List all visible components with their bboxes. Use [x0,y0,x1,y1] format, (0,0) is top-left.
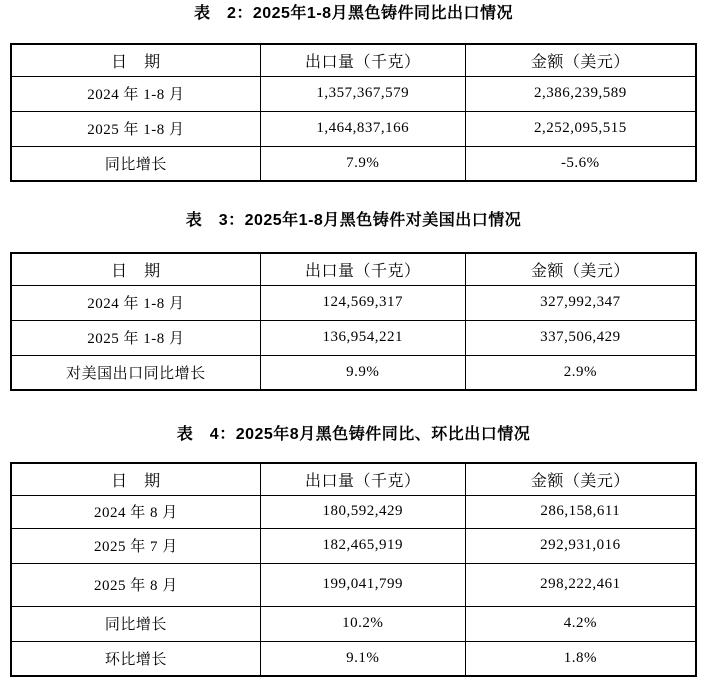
cell-volume-growth: 7.9% [260,146,465,181]
cell-growth-label: 同比增长 [11,606,260,641]
table-row-yoy-growth [11,355,696,390]
cell-date: 2025 年 1-8 月 [11,111,260,146]
cell-amount-growth: 1.8% [465,641,696,676]
cell-amount: 292,931,016 [465,528,696,563]
table-4-header-row [11,463,696,495]
cell-export-volume: 124,569,317 [260,285,465,320]
cell-amount: 298,222,461 [465,563,696,606]
cell-amount: 2,252,095,515 [465,111,696,146]
cell-export-volume: 136,954,221 [260,320,465,355]
table-row [11,76,696,111]
table-3-header-row [11,253,696,285]
cell-volume-growth: 9.1% [260,641,465,676]
table-row [11,495,696,528]
column-header-export-volume: 出口量（千克） [260,44,465,76]
column-header-date: 日 期 [11,253,260,285]
cell-date: 2024 年 1-8 月 [11,76,260,111]
cell-amount: 2,386,239,589 [465,76,696,111]
column-header-amount: 金额（美元） [465,253,696,285]
cell-export-volume: 1,464,837,166 [260,111,465,146]
table-3-title: 表 3：2025年1-8月黑色铸件对美国出口情况 [185,212,522,229]
cell-date: 2024 年 1-8 月 [11,285,260,320]
cell-date: 2025 年 7 月 [11,528,260,563]
cell-export-volume: 182,465,919 [260,528,465,563]
column-header-date: 日 期 [11,463,260,495]
cell-date: 2024 年 8 月 [11,495,260,528]
cell-amount-growth: -5.6% [465,146,696,181]
table-4 [10,462,697,677]
cell-growth-label: 环比增长 [11,641,260,676]
table-2-header-row [11,44,696,76]
table-row [11,285,696,320]
table-2 [10,43,697,182]
cell-amount: 327,992,347 [465,285,696,320]
table-row [11,563,696,606]
table-2-title: 表 2：2025年1-8月黑色铸件同比出口情况 [193,5,514,22]
column-header-export-volume: 出口量（千克） [260,463,465,495]
table-4-title: 表 4：2025年8月黑色铸件同比、环比出口情况 [176,426,531,443]
column-header-export-volume: 出口量（千克） [260,253,465,285]
cell-volume-growth: 9.9% [260,355,465,390]
column-header-date: 日 期 [11,44,260,76]
column-header-amount: 金额（美元） [465,44,696,76]
cell-date: 2025 年 8 月 [11,563,260,606]
column-header-amount: 金额（美元） [465,463,696,495]
table-3 [10,252,697,391]
table-row [11,528,696,563]
cell-export-volume: 180,592,429 [260,495,465,528]
table-row-yoy-growth [11,606,696,641]
cell-volume-growth: 10.2% [260,606,465,641]
table-row-yoy-growth [11,146,696,181]
cell-amount: 286,158,611 [465,495,696,528]
table-row [11,320,696,355]
cell-amount-growth: 4.2% [465,606,696,641]
cell-amount-growth: 2.9% [465,355,696,390]
cell-date: 2025 年 1-8 月 [11,320,260,355]
cell-growth-label: 同比增长 [11,146,260,181]
cell-export-volume: 1,357,367,579 [260,76,465,111]
cell-amount: 337,506,429 [465,320,696,355]
cell-export-volume: 199,041,799 [260,563,465,606]
cell-growth-label: 对美国出口同比增长 [11,355,260,390]
table-row-mom-growth [11,641,696,676]
table-row [11,111,696,146]
